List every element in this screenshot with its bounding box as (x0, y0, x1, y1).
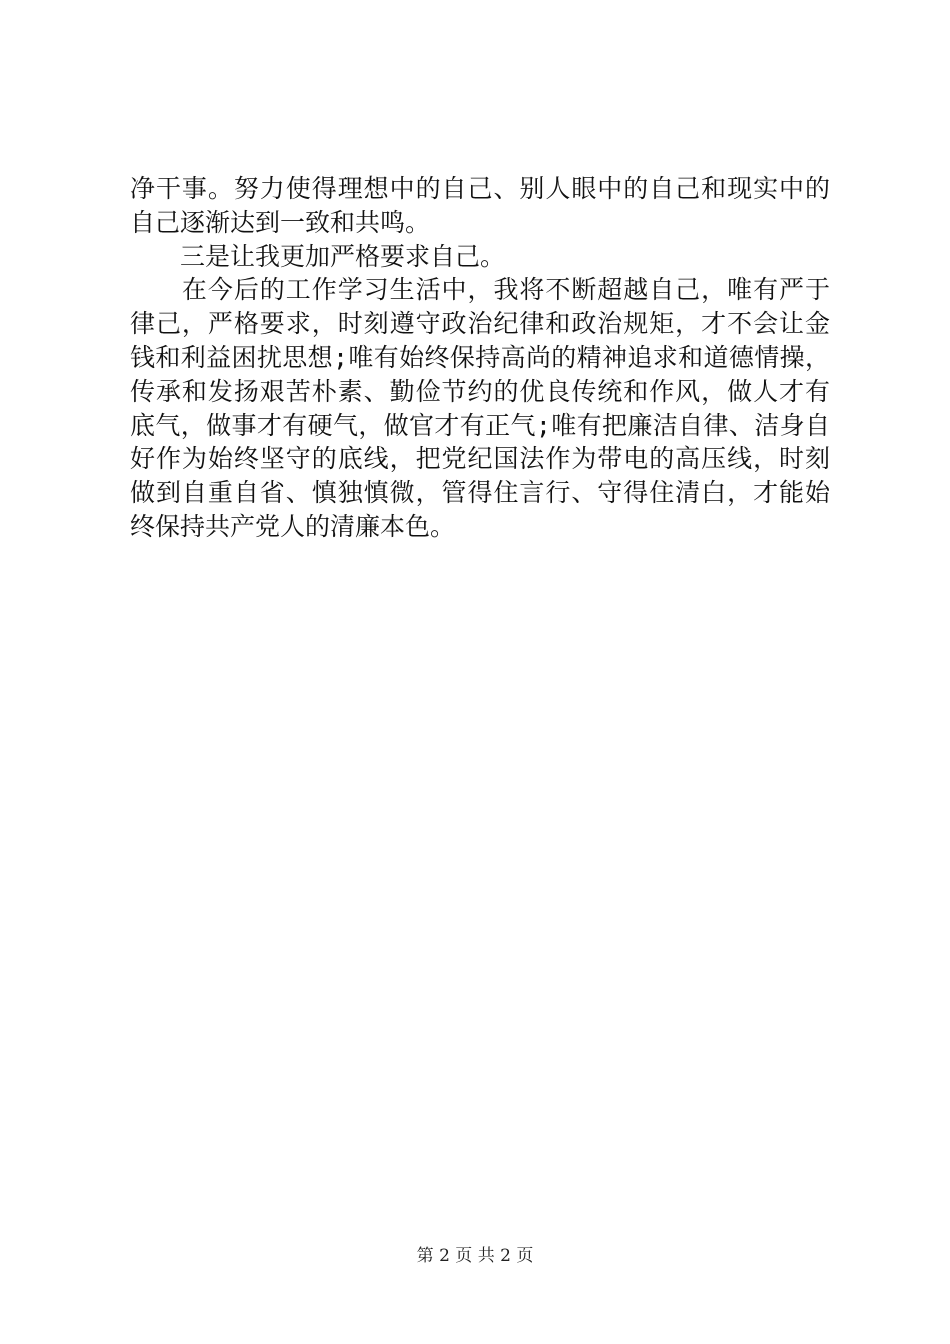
text-line-4: 在今后的工作学习生活中，我将不断超越自己，唯有严于 (130, 275, 830, 305)
text-line-10: 做到自重自省、慎独慎微，管得住言行、守得住清白，才能始 (130, 478, 830, 508)
text-line-3: 三是让我更加严格要求自己。 (130, 241, 506, 271)
text-line-6: 钱和利益困扰思想;唯有始终保持高尚的精神追求和道德情操， (130, 342, 830, 372)
text-line-7: 传承和发扬艰苦朴素、勤俭节约的优良传统和作风，做人才有 (130, 376, 830, 406)
page-footer (0, 1241, 950, 1266)
text-line-1: 净干事。努力使得理想中的自己、别人眼中的自己和现实中的 (130, 174, 830, 203)
text-line-9: 好作为始终坚守的底线，把党纪国法作为带电的高压线，时刻 (130, 444, 830, 474)
document-body (130, 172, 830, 544)
text-line-11: 终保持共产党人的清廉本色。 (130, 511, 456, 541)
text-line-2: 自己逐渐达到一致和共鸣。 (130, 207, 431, 237)
text-line-5: 律己，严格要求，时刻遵守政治纪律和政治规矩，才不会让金 (130, 309, 830, 339)
text-line-8: 底气，做事才有硬气，做官才有正气;唯有把廉洁自律、洁身自 (130, 410, 830, 440)
page-number-label: 第 2 页 共 2 页 (416, 1246, 534, 1266)
